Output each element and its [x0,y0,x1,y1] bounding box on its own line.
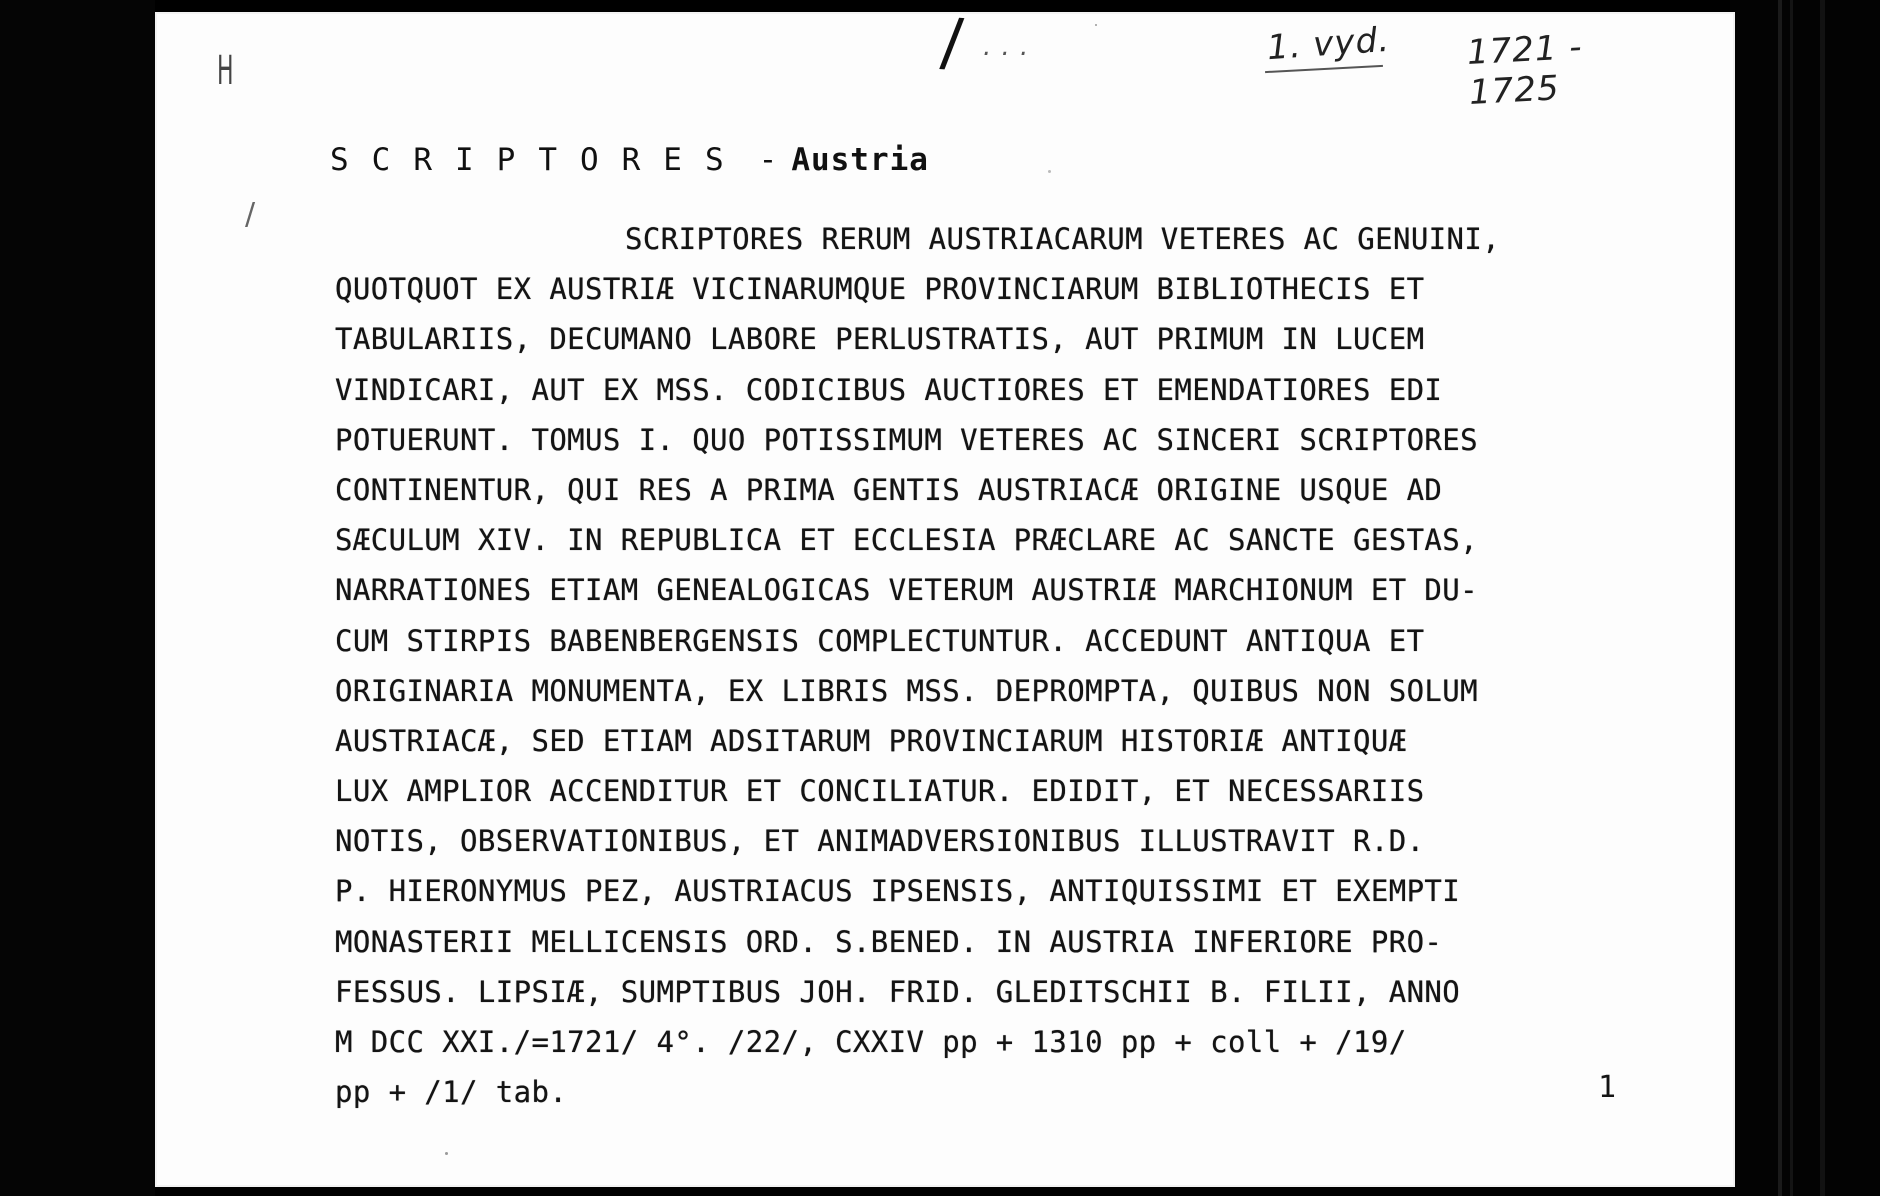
description-line: FESSUS. LIPSIÆ, SUMPTIBUS JOH. FRID. GLEDITSCHII B. FILII, ANNO [335,974,1461,1009]
description-line: AUSTRIACÆ, SED ETIAM ADSITARUM PROVINCIARUM HISTORIÆ ANTIQUÆ [335,723,1407,758]
description-line: MONASTERII MELLICENSIS ORD. S.BENED. IN AUSTRIA INFERIORE PRO- [335,924,1443,959]
description-line: NARRATIONES ETIAM GENEALOGICAS VETERUM AUSTRIÆ MARCHIONUM ET DU- [335,573,1479,608]
catalog-card [155,5,1735,1187]
description-line: QUOTQUOT EX AUSTRIÆ VICINARUMQUE PROVINCIARUM BIBLIOTHECIS ET [335,272,1425,307]
scan-speck [1095,24,1097,26]
frame-stripe [1790,0,1793,1196]
year-range-note [1466,27,1586,113]
description-line: SCRIPTORES RERUM AUSTRIACARUM VETERES AC GENUINI, [625,222,1501,256]
corner-mark: H [217,48,235,94]
bibliographic-description [335,214,1735,1117]
description-line: NOTIS, OBSERVATIONIBUS, ET ANIMADVERSIONIBUS ILLUSTRAVIT R.D. [335,824,1425,859]
description-line: LUX AMPLIOR ACCENDITUR ET CONCILIATUR. EDIDIT, ET NECESSARIIS [335,774,1425,809]
scan-speck [445,1152,448,1155]
description-line: pp + /1/ tab. [335,1075,568,1110]
heading-country: Austria [791,142,929,178]
description-line: TABULARIIS, DECUMANO LABORE PERLUSTRATIS, AUT PRIMUM IN LUCEM [335,322,1425,357]
description-line: P. HIERONYMUS PEZ, AUSTRIACUS IPSENSIS, ANTIQUISSIMI ET EXEMPTI [335,874,1461,909]
frame-left-border [0,0,155,1196]
description-line: CONTINENTUR, QUI RES A PRIMA GENTIS AUSTRIACÆ ORIGINE USQUE AD [335,472,1443,507]
slash-mark: / [938,5,967,81]
year-range-start: 1721 - [1465,27,1584,74]
frame-right-border [1730,0,1880,1196]
year-range-end: 1725 [1468,68,1561,113]
card-number: 1 [1598,1070,1617,1105]
heading-separator: - [758,142,778,178]
frame-stripe [1820,0,1825,1196]
slash-dots: . . . [983,32,1030,62]
card-heading [330,142,929,178]
edition-note: 1. vyd. [1265,19,1392,69]
description-line: M DCC XXI./=1721/ 4°. /22/, CXXIV pp + 1310 pp + coll + /19/ [335,1025,1407,1059]
scan-speck [1048,170,1051,173]
margin-tick: / [245,197,257,232]
description-line: SÆCULUM XIV. IN REPUBLICA ET ECCLESIA PRÆCLARE AC SANCTE GESTAS, [335,523,1479,558]
frame-stripe [1778,0,1782,1196]
description-line: ORIGINARIA MONUMENTA, EX LIBRIS MSS. DEPROMPTA, QUIBUS NON SOLUM [335,673,1479,708]
heading-category: SCRIPTORES [330,142,747,178]
description-line: POTUERUNT. TOMUS I. QUO POTISSIMUM VETERES AC SINCERI SCRIPTORES [335,422,1479,457]
description-line: CUM STIRPIS BABENBERGENSIS COMPLECTUNTUR. ACCEDUNT ANTIQUA ET [335,623,1425,658]
description-line: VINDICARI, AUT EX MSS. CODICIBUS AUCTIORES ET EMENDATIORES EDI [335,372,1443,407]
